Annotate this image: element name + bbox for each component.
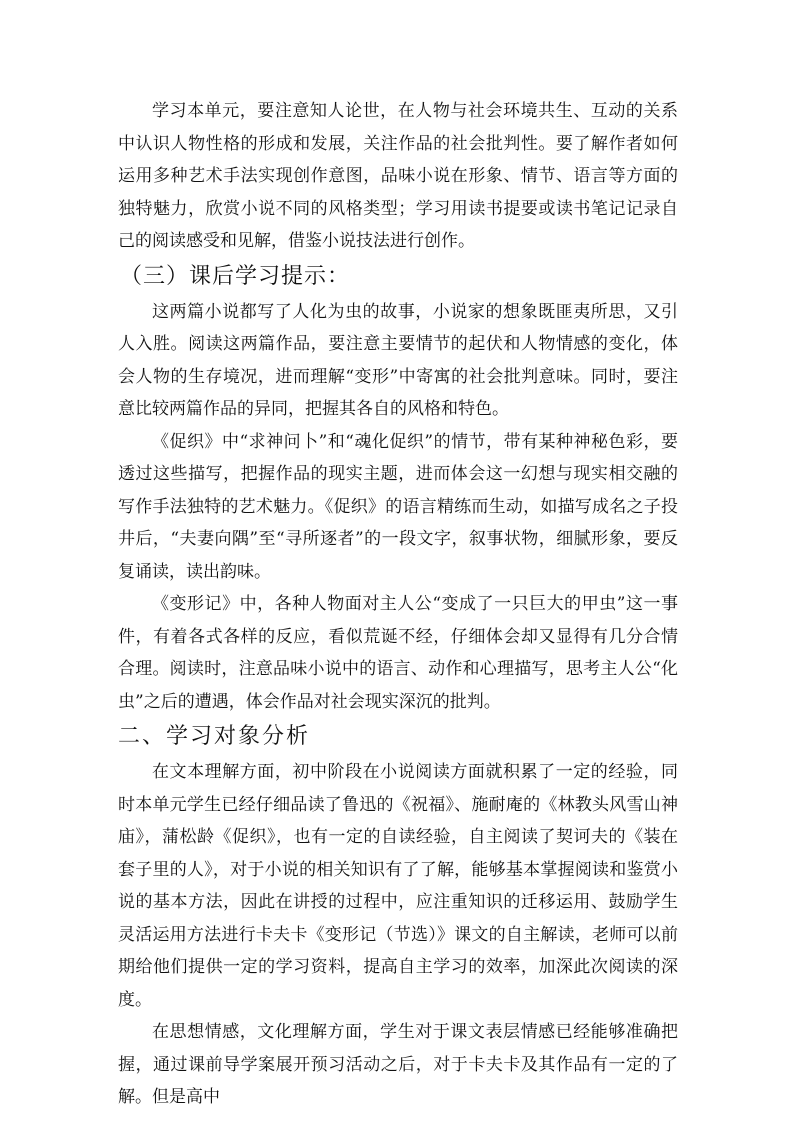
paragraph-text-understanding: 在文本理解方面，初中阶段在小说阅读方面就积累了一定的经验，同时本单元学生已经仔细品读了鲁迅的《祝福》、施耐庵的《林教头风雪山神庙》，蒲松龄《促织》，也有一定的自读经验，自主阅读了契诃夫的《装在套子里的人》，对于小说的相关知识有了了解，能够基本掌握阅读和鉴赏小说的基本方法，因此在讲授的过程中，应注重知识的迁移运用、鼓励学生灵活运用方法进行卡夫卡《变形记（节选）》课文的自主解读，老师可以前期给他们提供一定的学习资料，提高自主学习的效率，加深此次阅读的深度。	[118, 762, 678, 1010]
paragraph-emotion-understanding: 在思想情感，文化理解方面，学生对于课文表层情感已经能够准确把握，通过课前导学案展开预习活动之后，对于卡夫卡及其作品有一定的了解。但是高中	[118, 1022, 678, 1107]
paragraph-cuzhi: 《促织》中“求神问卜”和“魂化促织”的情节，带有某种神秘色彩，要透过这些描写，把握作品的现实主题，进而体会这一幻想与现实相交融的写作手法独特的艺术魅力。《促织》的语言精练而生动，如描写成名之子投井后，“夫妻向隅”至“寻所逐者”的一段文字，叙事状物，细腻形象，要反复诵读，读出韵味。	[118, 431, 678, 582]
paragraph-metamorphosis: 《变形记》中，各种人物面对主人公“变成了一只巨大的甲虫”这一事件，有着各式各样的反应，看似荒诞不经，仔细体会却又显得有几分合情合理。阅读时，注意品味小说中的语言、动作和心理描写，思考主人公“化虫”之后的遭遇，体会作品对社会现实深沉的批判。	[118, 594, 678, 712]
section-heading-learner-analysis: 二、学习对象分析	[118, 724, 311, 749]
document-body	[118, 95, 678, 1114]
paragraph-two-novels: 这两篇小说都写了人化为虫的故事，小说家的想象既匪夷所思，又引人入胜。阅读这两篇作品，要注意主要情节的起伏和人物情感的变化，体会人物的生存境况，进而理解“变形”中寄寓的社会批判意味。同时，要注意比较两篇作品的异同，把握其各自的风格和特色。	[118, 301, 678, 419]
section-heading-study-tips: （三）课后学习提示：	[120, 263, 351, 289]
paragraph-unit-learning: 学习本单元，要注意知人论世，在人物与社会环境共生、互动的关系中认识人物性格的形成和发展，关注作品的社会批判性。要了解作者如何运用多种艺术手法实现创作意图，品味小说在形象、情节、语言等方面的独特魅力，欣赏小说不同的风格类型；学习用读书提要或读书笔记记录自己的阅读感受和见解，借鉴小说技法进行创作。	[118, 101, 678, 251]
